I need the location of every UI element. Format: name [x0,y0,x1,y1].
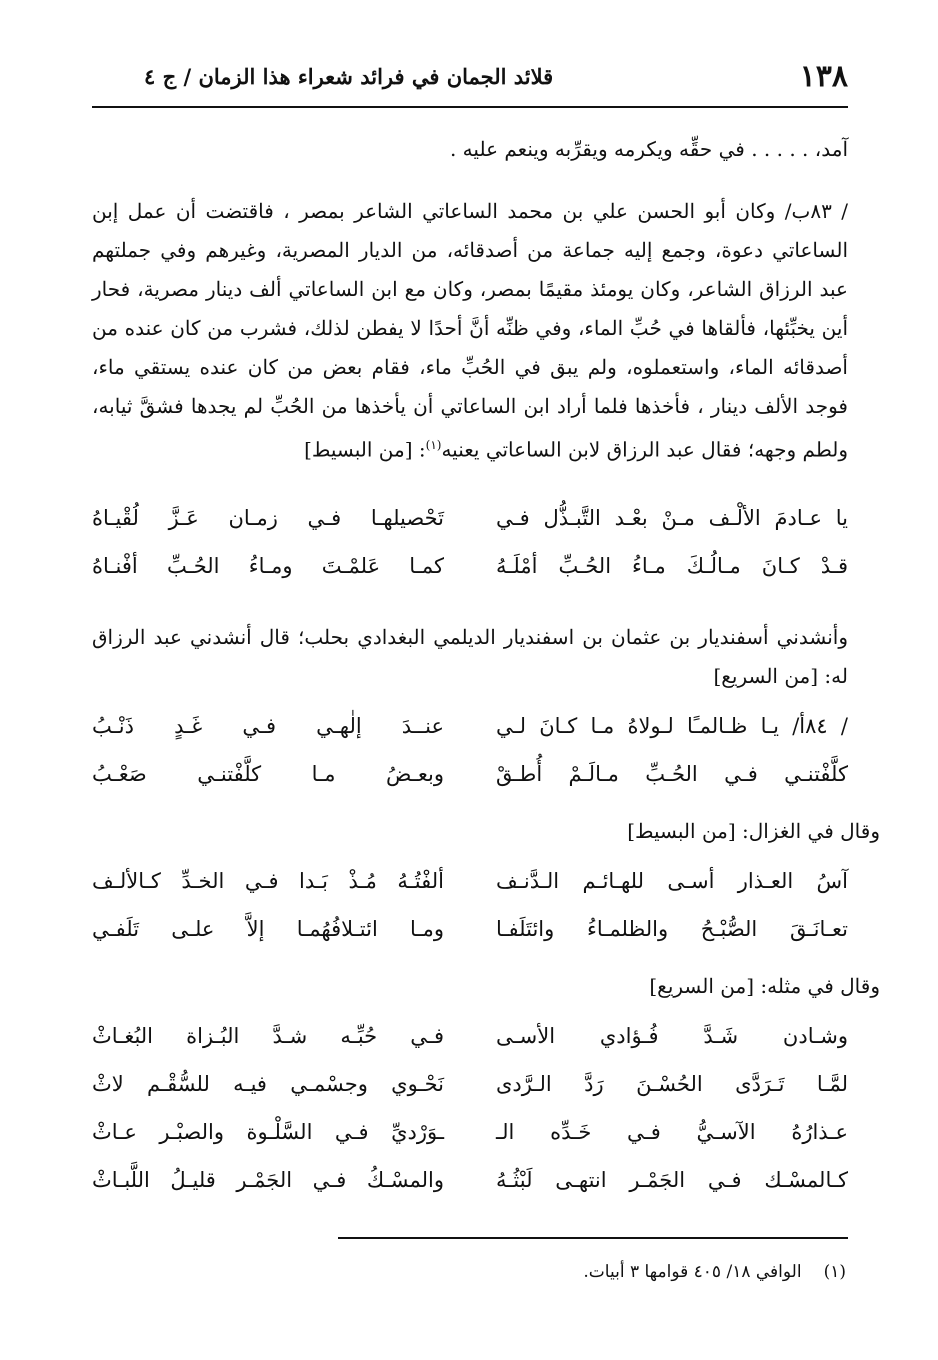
verse-second-hemistich: نَحْـوي وجسْمـي فيـه للسُّقْـم لاثْ [92,1072,444,1096]
verse-line [92,1156,848,1204]
footnote [583,1262,846,1282]
footnote-text: الوافي ١٨/ ٤٠٥ قوامها ٣ أبيات. [583,1262,802,1282]
verse-second-hemistich: ومـا ائتـلافُهُمـا إلاَّ علـى تَلَفـي [92,917,444,941]
verse-line [92,750,848,798]
poem-3-intro: وقال في الغزال: [من البسيط] [627,819,880,843]
verse-line [92,1060,848,1108]
paragraph-2-body [92,192,848,470]
header-rule [92,106,848,108]
verse-first-hemistich: تعـانَـقَ الصُّبْـحُ والظلمـاءُ وائتَلَفـا [496,917,848,941]
verse-second-hemistich: كمـا عَلمْـتَ ومـاءُ الحُـبِّ أفْنـاهُ [92,554,444,578]
verse-second-hemistich: والمسْـكُ فـي الجَمْـر قليـلُ اللَّبـاثْ [92,1168,444,1192]
verse-first-hemistich: قـدْ كـانَ مـالُـكَ مـاءُ الحُـبِّ أمْلَـهُ [496,554,848,578]
verse-line [92,857,848,905]
verse-second-hemistich: فـي حُبِّـه شـدَّ البُـزاة البُغـاثْ [92,1024,444,1048]
verse-line [92,702,848,750]
poem-3 [92,857,848,953]
paragraph-2-text: / ٨٣ب/ وكان أبو الحسن علي بن محمد الساعاتي الشاعر بمصر ، فاقتضت أن عمل إبن الساعاتي دعوة، وجمع إليه جماعة من أصدقائه، من الديار المصرية، وغيرهم وفي جملتهم عبد الرزاق الشاعر، وكان يومئذ مقيمًا بمصر، وكان مع ابن الساعاتي ألف دينار مصرية، فحار أين يخبِّئها، فألقاها في حُبِّ الماء، وفي ظنِّه أنَّ أحدًا لا يفطن لذلك، فشرب من كان عنده من أصدقائه الماء، واستعملوه، ولم يبق في الحُبِّ ماء، فقام بعض من كان عنده يستقي ماء، فوجد الألف دينار ، فأخذها فلما أراد ابن الساعاتي أن يأخذها من الحُبِّ لم يجدها فشقَّ ثيابه، ولطم وجهه؛ فقال عبد الرزاق لابن الساعاتي يعنيه [92,199,848,462]
verse-first-hemistich: كـالمسْـك فـي الجَمْـر انتهـى لَبْثُـهُ [496,1168,848,1192]
footnote-rule [338,1237,848,1239]
verse-second-hemistich: تَحْصيلهـا فـي زمـان عَـزَّ لُقْيـاهُ [92,506,444,530]
verse-second-hemistich: ـوَرْديِّ فـي السَّلْـوة والصبْـر عـاثْ [92,1120,444,1144]
verse-first-hemistich: وشـادن شَـدَّ فُـؤادي الأسـى [496,1024,848,1048]
verse-line [92,494,848,542]
running-title: قلائد الجمان في فرائد شعراء هذا الزمان / ج ٤ [144,63,554,89]
verse-first-hemistich: آسُ العـذار أسـى للهـائـم الـدَّنـف [496,869,848,893]
verse-line [92,542,848,590]
meter-label: : [من البسيط] [304,437,426,462]
verse-first-hemistich: كلَّفْتنـي فـي الحُـبِّ مـالَـمْ أُطـقْ [496,762,848,786]
verse-first-hemistich: لمَّـا تَـرَدَّى الحُسْـنَ رَدَّ الـرَّدى [496,1072,848,1096]
verse-line [92,905,848,953]
verse-line [92,1108,848,1156]
poem-4-intro: وقال في مثله: [من السريع] [649,974,880,998]
verse-second-hemistich: وبعـضُ مـا كلَّفْتنـي صَعْـبُ [92,762,444,786]
footnote-reference: (١) [425,438,442,452]
verse-second-hemistich: عنــدَ إلٰهـي فـي غَـدٍ ذَنْـبُ [92,714,444,738]
footnote-number: (١) [823,1262,846,1282]
verse-second-hemistich: ألفْتُـهُ مُـذْ بَـدا فـي الخـدِّ كـالألـف [92,869,444,893]
verse-first-hemistich: / ٨٤أ/ يـا ظـالمـًا لـولاهُ مـا كـانَ لـي [496,714,848,738]
page-header [92,52,848,100]
paragraph-3-text: وأنشدني أسفنديار بن عثمان بن اسفنديار الديلمي البغدادي بحلب؛ قال أنشدني عبد الرزاق له: [من السريع] [92,625,848,688]
paragraph-3 [92,618,848,696]
verse-line [92,1012,848,1060]
paragraph-1-text: آمد، . . . . . في حقِّه ويكرمه ويقرِّبه وينعم عليه . [449,137,848,161]
paragraph-1 [92,130,848,169]
poem-1 [92,494,848,590]
page-number: ١٣٨ [799,58,848,94]
poem-2 [92,702,848,798]
paragraph-2 [92,192,848,470]
verse-first-hemistich: عـذارُهُ الآسـيُّ فـي خَـدِّه الـ [496,1120,848,1144]
poem-4 [92,1012,848,1204]
verse-first-hemistich: يا عـادمَ الألْـف مـنْ بعْـد التَّبـذُّل فـي [496,506,848,530]
